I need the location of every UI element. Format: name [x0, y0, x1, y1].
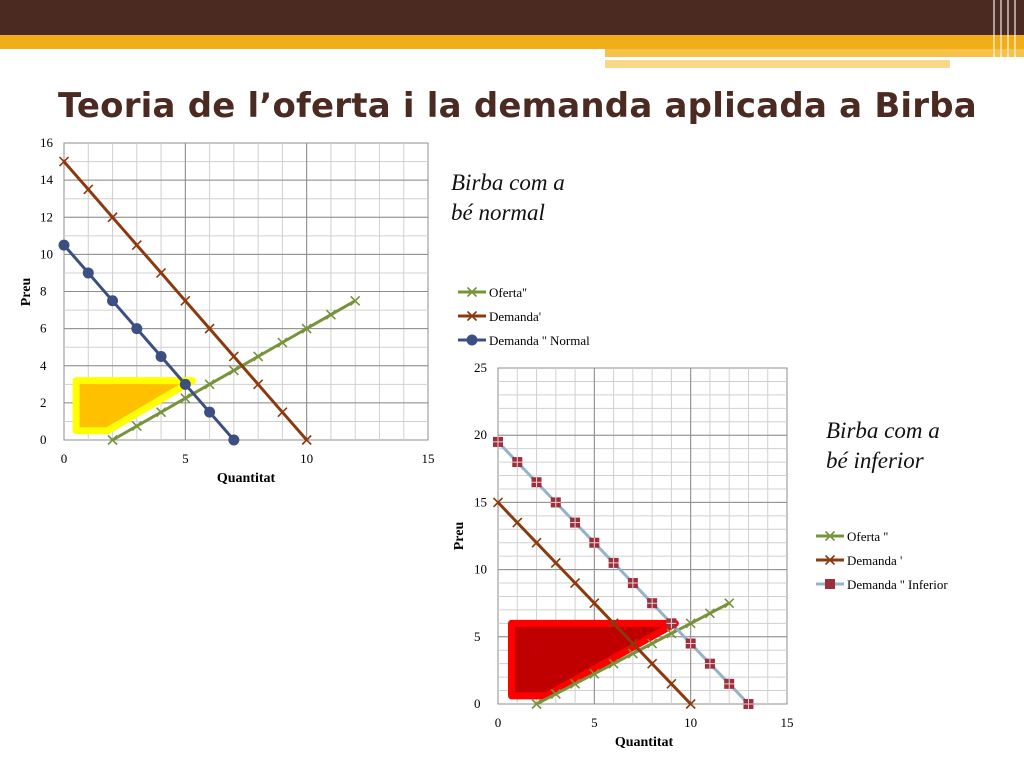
y-tick-label: 4 [40, 357, 47, 373]
caption-normal-line: Birba com a [451, 170, 565, 195]
slide-title: Teoria de l’oferta i la demanda aplicada a Birba [58, 86, 977, 126]
caption-normal-line: bé normal [451, 200, 545, 225]
data-point [228, 435, 239, 446]
y-axis-title: Preu [19, 277, 34, 307]
data-point [156, 351, 167, 362]
legend-label: Demanda '' Inferior [847, 577, 948, 592]
y-tick-label: 20 [474, 427, 487, 443]
legend-label: Demanda '' Normal [489, 333, 590, 348]
x-tick-label: 0 [60, 451, 68, 466]
y-tick-label: 10 [40, 246, 53, 262]
data-point [107, 295, 118, 306]
x-axis-title: Quantitat [216, 471, 276, 486]
legend-label: Demanda ' [847, 553, 903, 568]
data-point [59, 240, 70, 251]
data-point [180, 379, 191, 390]
y-tick-label: 14 [40, 172, 53, 188]
y-tick-label: 0 [40, 432, 47, 447]
x-tick-label: 5 [591, 715, 598, 730]
y-tick-label: 10 [474, 561, 487, 577]
legend-label: Oferta '' [847, 529, 889, 544]
y-tick-label: 25 [474, 360, 487, 375]
y-tick-label: 15 [474, 494, 487, 510]
x-tick-label: 10 [300, 451, 314, 466]
x-tick-label: 15 [421, 451, 435, 466]
y-axis-title: Preu [452, 521, 467, 551]
x-tick-label: 0 [494, 715, 502, 730]
x-axis-title: Quantitat [614, 735, 674, 750]
y-tick-label: 6 [40, 320, 47, 336]
y-tick-label: 16 [40, 135, 53, 150]
data-point [83, 267, 94, 278]
x-tick-label: 10 [684, 715, 698, 730]
caption-inferior-line: Birba com a [826, 418, 940, 443]
x-tick-label: 15 [780, 715, 794, 730]
caption-inferior-line: bé inferior [826, 448, 924, 473]
data-point [204, 407, 215, 418]
legend-marker [825, 579, 835, 589]
data-point [131, 323, 142, 334]
y-tick-label: 0 [474, 696, 481, 711]
legend-label: Demanda' [489, 309, 542, 324]
legend-label: Oferta'' [489, 285, 527, 300]
y-tick-label: 12 [40, 209, 53, 225]
y-tick-label: 5 [474, 628, 481, 644]
legend-marker [467, 335, 478, 346]
y-tick-label: 2 [40, 394, 47, 410]
x-tick-label: 5 [182, 451, 189, 466]
y-tick-label: 8 [40, 283, 47, 299]
